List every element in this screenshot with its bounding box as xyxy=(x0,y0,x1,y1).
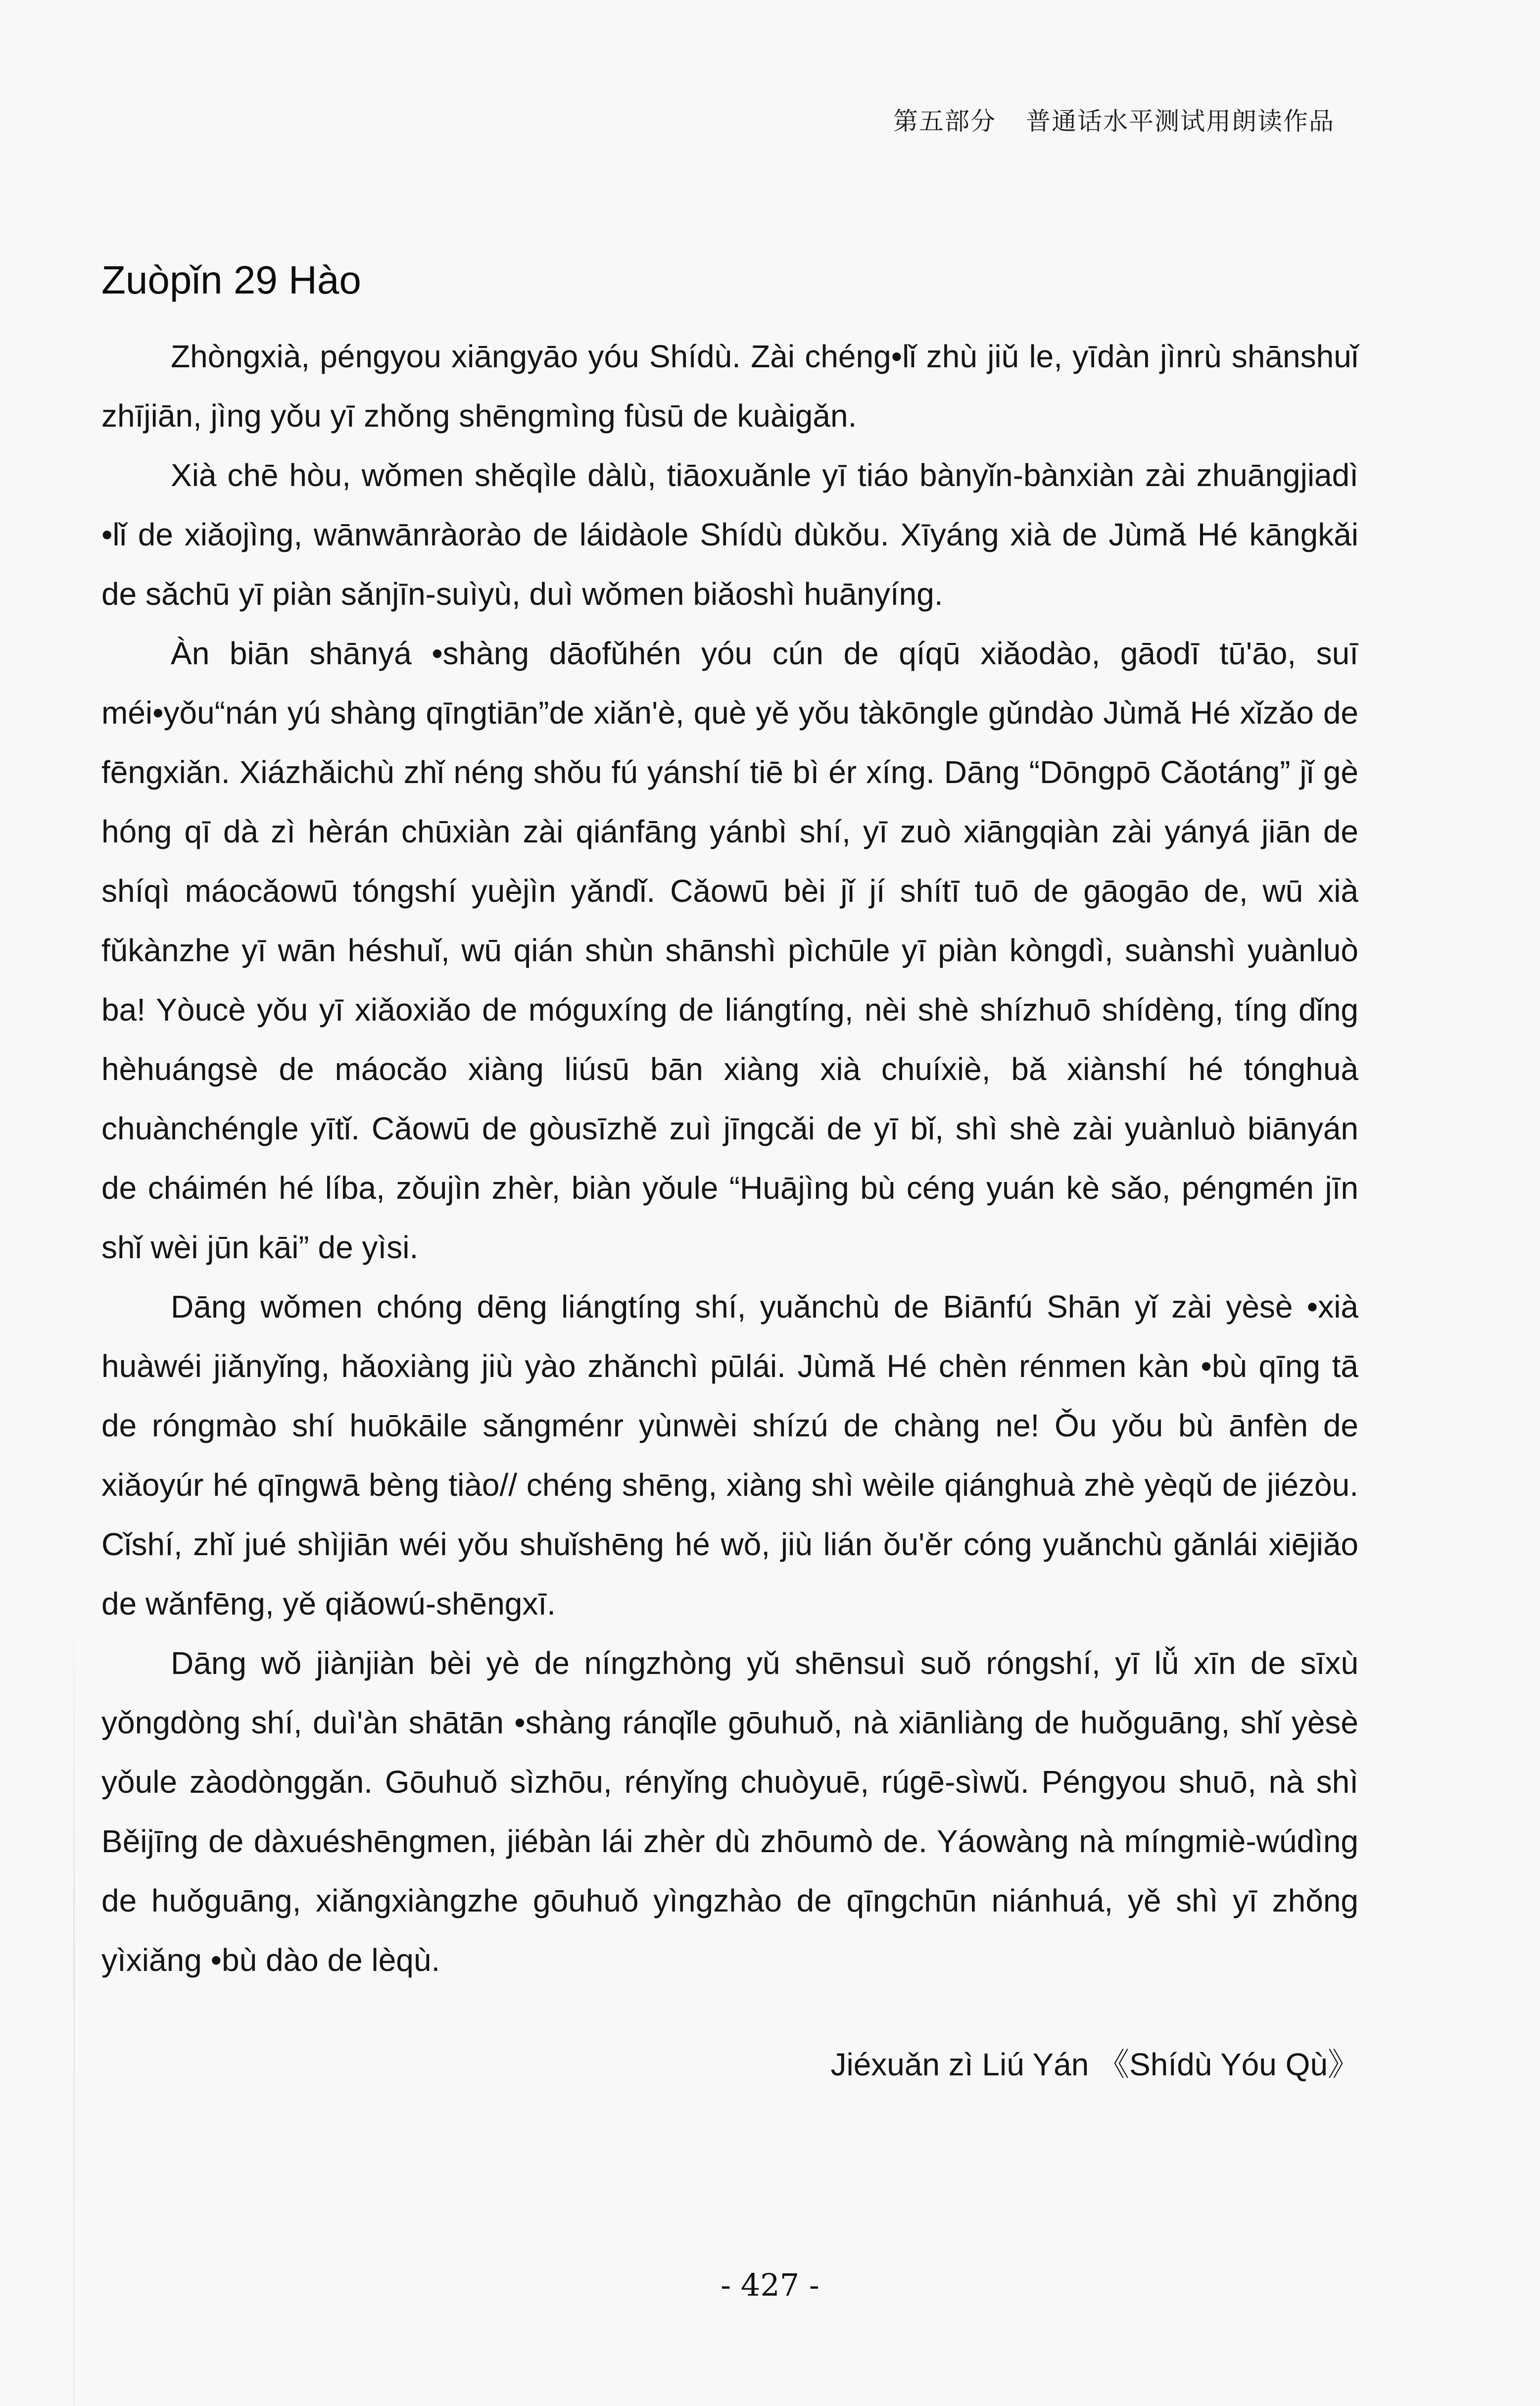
paragraph: Dāng wǒmen chóng dēng liángtíng shí, yuǎnchù de Biānfú Shān yǐ zài yèsè •xià huàwéi jiǎnyǐng, hǎoxiàng jiù yào zhǎnchì pūlái. Jùmǎ Hé chèn rénmen kàn •bù qīng tā de róngmào shí huōkāile sǎngménr yùnwèi shízú de chàng ne! Ǒu yǒu bù ānfèn de xiǎoyúr hé qīngwā bèng tiào// chéng shēng, xiàng shì wèile qiánghuà zhè yèqǔ de jiézòu. Cǐshí, zhǐ jué shìjiān wéi yǒu shuǐshēng hé wǒ, jiù lián ǒu'ěr cóng yuǎnchù gǎnlái xiējiǎo de wǎnfēng, yě qiǎowú-shēngxī. xyxy=(101,1289,1358,1621)
paragraph: Dāng wǒ jiànjiàn bèi yè de níngzhòng yǔ shēnsuì suǒ róngshí, yī lǚ xīn de sīxù yǒngdòng shí, duì'àn shātān •shàng ránqǐle gōuhuǒ, nà xiānliàng de huǒguāng, shǐ yèsè yǒule zàodònggǎn. Gōuhuǒ sìzhōu, rényǐng chuòyuē, rúgē-sìwǔ. Péngyou shuō, nà shì Běijīng de dàxuéshēngmen, jiébàn lái zhèr dù zhōumò de. Yáowàng nà míngmiè-wúdìng de huǒguāng, xiǎngxiàngzhe gōuhuǒ yìngzhào de qīngchūn niánhuá, yě shì yī zhǒng yìxiǎng •bù dào de lèqù. xyxy=(101,1645,1358,1978)
paragraph: Zhòngxià, péngyou xiāngyāo yóu Shídù. Zài chéng•lǐ zhù jiǔ le, yīdàn jìnrù shānshuǐ zhījiān, jìng yǒu yī zhǒng shēngmìng fùsū de kuàigǎn. xyxy=(101,339,1358,434)
scan-edge-shadow xyxy=(73,1584,75,2406)
paragraph: Xià chē hòu, wǒmen shěqìle dàlù, tiāoxuǎnle yī tiáo bànyǐn-bànxiàn zài zhuāngjiadì •lǐ de xiǎojìng, wānwānràorào de láidàole Shídù dùkǒu. Xīyáng xià de Jùmǎ Hé kāngkǎi de sǎchū yī piàn sǎnjīn-suìyù, duì wǒmen biǎoshì huānyíng. xyxy=(101,457,1358,612)
source-citation: Jiéxuǎn zì Liú Yán 《Shídù Yóu Qù》 xyxy=(830,2047,1359,2082)
running-header xyxy=(893,101,1335,137)
article-body xyxy=(101,327,1358,1990)
header-part: 第五部分 xyxy=(893,107,996,136)
work-title: Zuòpǐn 29 Hào xyxy=(101,258,361,302)
page-number: - 427 - xyxy=(721,2267,819,2303)
paragraph: Àn biān shānyá •shàng dāofǔhén yóu cún de qíqū xiǎodào, gāodī tū'āo, suī méi•yǒu“nán yú shàng qīngtiān”de xiǎn'è, què yě yǒu tàkōngle gǔndào Jùmǎ Hé xǐzǎo de fēngxiǎn. Xiázhǎichù zhǐ néng shǒu fú yánshí tiē bì ér xíng. Dāng “Dōngpō Cǎotáng” jǐ gè hóng qī dà zì hèrán chūxiàn zài qiánfāng yánbì shí, yī zuò xiāngqiàn zài yányá jiān de shíqì máocǎowū tóngshí yuèjìn yǎndǐ. Cǎowū bèi jǐ jí shítī tuō de gāogāo de, wū xià fǔkànzhe yī wān héshuǐ, wū qián shùn shānshì pìchūle yī piàn kòngdì, suànshì yuànluò ba! Yòucè yǒu yī xiǎoxiǎo de móguxíng de liángtíng, nèi shè shízhuō shídèng, tíng dǐng hèhuángsè de máocǎo xiàng liúsū bān xiàng xià chuíxiè, bǎ xiànshí hé tónghuà chuànchéngle yītǐ. Cǎowū de gòusīzhě zuì jīngcǎi de yī bǐ, shì shè zài yuànluò biānyán de cháimén hé líba, zǒujìn zhèr, biàn yǒule “Huājìng bù céng yuán kè sǎo, péngmén jīn shǐ wèi jūn kāi” de yìsi. xyxy=(101,636,1358,1265)
header-section: 普通话水平测试用朗读作品 xyxy=(1026,107,1335,136)
